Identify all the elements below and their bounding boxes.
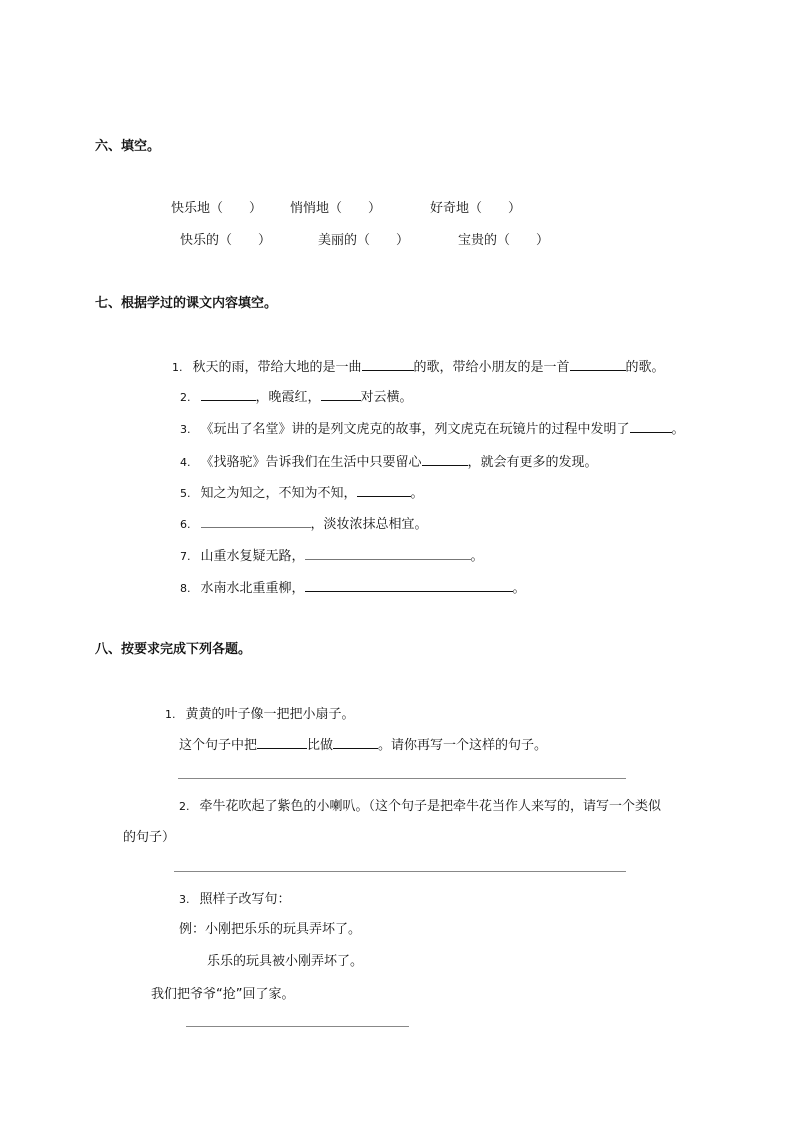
answer-line[interactable] bbox=[178, 778, 626, 779]
fill-item-4: 快乐的（ ） bbox=[180, 233, 272, 248]
section-7-heading: 七、根据学过的课文内容填空。 bbox=[95, 296, 278, 311]
question-number: 2. bbox=[180, 391, 191, 404]
question-number: 3. bbox=[180, 423, 191, 436]
question-text: 。 bbox=[470, 549, 484, 564]
answer-blank[interactable] bbox=[357, 483, 411, 497]
answer-line[interactable] bbox=[174, 871, 626, 872]
question-text: 《玩出了名堂》讲的是列文虎克的故事，列文虎克在玩镜片的过程中发明了 bbox=[200, 422, 630, 437]
answer-blank[interactable] bbox=[305, 546, 471, 560]
question-number: 1. bbox=[165, 708, 176, 721]
question-text: 的歌。 bbox=[625, 360, 665, 375]
section-6-heading: 六、填空。 bbox=[95, 139, 161, 154]
answer-blank[interactable] bbox=[422, 452, 468, 466]
question-text: 。 bbox=[410, 486, 424, 501]
question-text: 照样子改写句： bbox=[199, 892, 291, 907]
question-7-5 bbox=[180, 482, 424, 501]
question-number: 3. bbox=[179, 893, 190, 906]
answer-blank[interactable] bbox=[362, 357, 414, 371]
question-number: 1. bbox=[172, 361, 183, 374]
question-text: 的歌，带给小朋友的是一首 bbox=[413, 360, 570, 375]
question-text: ，就会有更多的发现。 bbox=[467, 455, 598, 470]
question-8-3 bbox=[179, 888, 291, 907]
prompt-text: 。请你再写一个这样的句子。 bbox=[378, 738, 548, 753]
fill-item-1: 快乐地（ ） bbox=[171, 201, 263, 216]
question-8-1 bbox=[165, 703, 355, 722]
question-7-8 bbox=[180, 577, 526, 596]
section-8-heading: 八、按要求完成下列各题。 bbox=[95, 642, 252, 657]
fill-item-3: 好奇地（ ） bbox=[430, 201, 522, 216]
fill-item-5: 美丽的（ ） bbox=[318, 233, 410, 248]
question-number: 5. bbox=[180, 487, 191, 500]
question-8-2-cont: 的句子） bbox=[123, 830, 176, 845]
answer-blank[interactable] bbox=[630, 419, 672, 433]
question-text: 山重水复疑无路， bbox=[200, 549, 305, 564]
answer-blank[interactable] bbox=[201, 387, 256, 401]
question-7-2 bbox=[180, 386, 413, 405]
answer-blank[interactable] bbox=[333, 735, 378, 749]
question-text: 黄黄的叶子像一把把小扇子。 bbox=[185, 707, 355, 722]
question-number: 2. bbox=[179, 800, 190, 813]
answer-blank[interactable] bbox=[570, 357, 626, 371]
question-text: 。 bbox=[512, 581, 526, 596]
example-sentence: 例：小刚把乐乐的玩具弄坏了。 bbox=[179, 922, 362, 937]
question-number: 4. bbox=[180, 456, 191, 469]
answer-blank[interactable] bbox=[201, 514, 311, 528]
question-text: 。 bbox=[671, 422, 685, 437]
question-7-4 bbox=[180, 451, 598, 470]
fill-item-6: 宝贵的（ ） bbox=[458, 233, 550, 248]
question-text: ，晚霞红， bbox=[255, 390, 321, 405]
answer-blank[interactable] bbox=[257, 735, 307, 749]
question-7-6 bbox=[180, 513, 428, 532]
answer-line[interactable] bbox=[186, 1026, 409, 1027]
question-text: 牵牛花吹起了紫色的小喇叭。（这个句子是把牵牛花当作人来写的，请写一个类似 bbox=[199, 799, 662, 814]
answer-blank[interactable] bbox=[305, 578, 513, 592]
example-answer: 乐乐的玩具被小刚弄坏了。 bbox=[207, 954, 364, 969]
question-number: 6. bbox=[180, 518, 191, 531]
question-text: 水南水北重重柳， bbox=[200, 581, 305, 596]
question-7-3 bbox=[180, 418, 685, 437]
question-7-7 bbox=[180, 545, 484, 564]
task-sentence: 我们把爷爷“抢”回了家。 bbox=[151, 987, 295, 1002]
question-8-1-prompt bbox=[179, 734, 547, 753]
question-text: 对云横。 bbox=[360, 390, 413, 405]
question-7-1 bbox=[172, 356, 665, 375]
question-number: 8. bbox=[180, 582, 191, 595]
question-text: 《找骆驼》告诉我们在生活中只要留心 bbox=[200, 455, 422, 470]
question-text: 秋天的雨，带给大地的是一曲 bbox=[192, 360, 362, 375]
prompt-text: 这个句子中把 bbox=[179, 738, 258, 753]
question-number: 7. bbox=[180, 550, 191, 563]
question-text: ，淡妆浓抹总相宜。 bbox=[310, 517, 428, 532]
prompt-text: 比做 bbox=[307, 738, 334, 753]
question-text: 知之为知之，不知为不知， bbox=[200, 486, 357, 501]
question-8-2 bbox=[179, 795, 661, 814]
fill-item-2: 悄悄地（ ） bbox=[290, 201, 382, 216]
answer-blank[interactable] bbox=[321, 387, 361, 401]
